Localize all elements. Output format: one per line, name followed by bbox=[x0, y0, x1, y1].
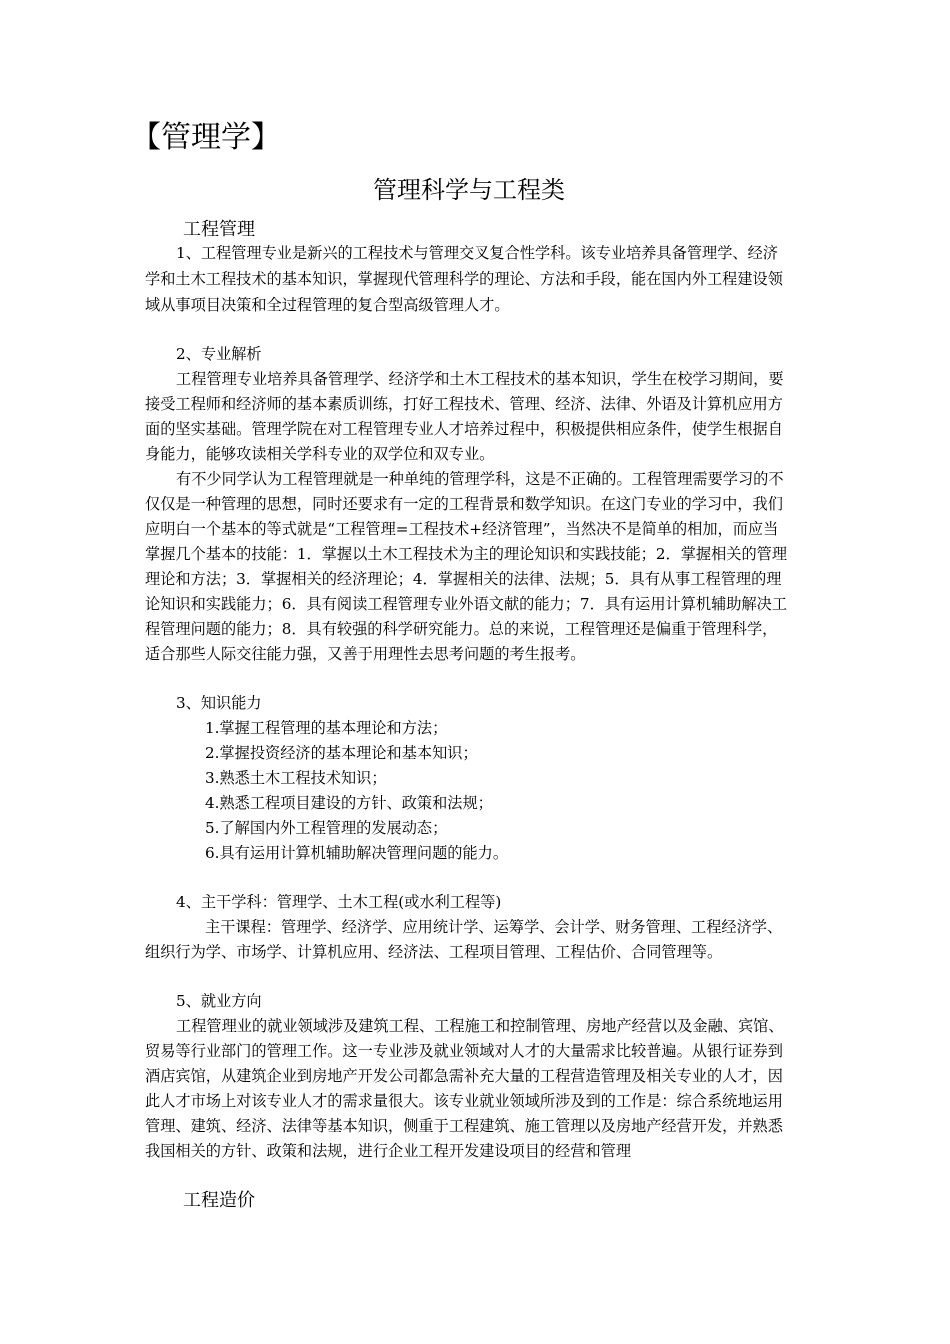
analysis-p2-line: 适合那些人际交往能力强，又善于用理性去思考问题的考生报考。 bbox=[145, 645, 586, 663]
analysis-p2-line: 论知识和实践能力；6．具有阅读工程管理专业外语文献的能力；7．具有运用计算机辅助解决工 bbox=[145, 595, 788, 613]
subjects-heading: 4、主干学科：管理学、土木工程(或水利工程等) bbox=[176, 893, 502, 911]
analysis-p2-line: 理论和方法；3．掌握相关的经济理论；4．掌握相关的法律、法规；5．具有从事工程管理的理 bbox=[145, 570, 782, 588]
analysis-p1-line: 接受工程师和经济师的基本素质训练，打好工程技术、管理、经济、法律、外语及计算机应用方 bbox=[145, 395, 783, 413]
employment-line: 工程管理业的就业领域涉及建筑工程、工程施工和控制管理、房地产经营以及金融、宾馆、 bbox=[176, 1017, 784, 1035]
knowledge-item: 1.掌握工程管理的基本理论和方法； bbox=[205, 719, 448, 737]
knowledge-item: 4.熟悉工程项目建设的方针、政策和法规； bbox=[205, 794, 493, 812]
analysis-p2-line: 仅仅是一种管理的思想，同时还要求有一定的工程背景和数学知识。在这门专业的学习中，我们 bbox=[145, 495, 783, 513]
knowledge-item: 5.了解国内外工程管理的发展动态； bbox=[205, 819, 448, 837]
analysis-p2-line: 程管理问题的能力；8．具有较强的科学研究能力。总的来说，工程管理还是偏重于管理科学， bbox=[145, 620, 778, 638]
analysis-p2-line: 有不少同学认为工程管理就是一种单纯的管理学科，这是不正确的。工程管理需要学习的不 bbox=[176, 470, 784, 488]
employment-line: 酒店宾馆，从建筑企业到房地产开发公司都急需补充大量的工程营造管理及相关专业的人才，因 bbox=[145, 1067, 783, 1085]
knowledge-heading: 3、知识能力 bbox=[176, 694, 262, 712]
analysis-heading: 2、专业解析 bbox=[176, 345, 262, 363]
employment-line: 此人才市场上对该专业人才的需求量很大。该专业就业领域所涉及到的工作是：综合系统地运用 bbox=[145, 1092, 783, 1110]
knowledge-item: 6.具有运用计算机辅助解决管理问题的能力。 bbox=[205, 844, 509, 862]
courses-line: 组织行为学、市场学、计算机应用、经济法、工程项目管理、工程估价、合同管理等。 bbox=[145, 943, 723, 961]
courses-line: 主干课程：管理学、经济学、应用统计学、运筹学、会计学、财务管理、工程经济学、 bbox=[205, 918, 783, 936]
employment-line: 我国相关的方针、政策和法规，进行企业工程开发建设项目的经营和管理 bbox=[145, 1142, 631, 1160]
analysis-p2-line: 掌握几个基本的技能：1．掌握以土木工程技术为主的理论知识和实践技能；2．掌握相关的管理 bbox=[145, 545, 788, 563]
document-title: 管理科学与工程类 bbox=[373, 176, 565, 204]
analysis-p1-line: 面的坚实基础。管理学院在对工程管理专业人才培养过程中，积极提供相应条件，使学生根据自 bbox=[145, 420, 783, 438]
knowledge-item: 3.熟悉土木工程技术知识； bbox=[205, 769, 387, 787]
analysis-p1-line: 工程管理专业培养具备管理学、经济学和土木工程技术的基本知识，学生在校学习期间，要 bbox=[176, 370, 784, 388]
analysis-p2-line: 应明白一个基本的等式就是“工程管理=工程技术+经济管理”，当然决不是简单的相加，而应当 bbox=[145, 520, 779, 538]
intro-line: 1、工程管理专业是新兴的工程技术与管理交叉复合性学科。该专业培养具备管理学、经济 bbox=[176, 244, 778, 262]
intro-line: 学和土木工程技术的基本知识，掌握现代管理科学的理论、方法和手段，能在国内外工程建设领 bbox=[145, 270, 783, 288]
subheading-engineering-cost: 工程造价 bbox=[183, 1190, 255, 1211]
subheading-engineering-management: 工程管理 bbox=[183, 219, 255, 240]
employment-line: 管理、建筑、经济、法律等基本知识，侧重于工程建筑、施工管理以及房地产经营开发，并熟悉 bbox=[145, 1117, 783, 1135]
section-label: 【管理学】 bbox=[131, 120, 281, 155]
employment-line: 贸易等行业部门的管理工作。这一专业涉及就业领域对人才的大量需求比较普遍。从银行证券到 bbox=[145, 1042, 783, 1060]
analysis-p1-line: 身能力，能够攻读相关学科专业的双学位和双专业。 bbox=[145, 445, 495, 463]
knowledge-item: 2.掌握投资经济的基本理论和基本知识； bbox=[205, 744, 478, 762]
intro-line: 域从事项目决策和全过程管理的复合型高级管理人才。 bbox=[145, 296, 510, 314]
employment-heading: 5、就业方向 bbox=[176, 992, 262, 1010]
